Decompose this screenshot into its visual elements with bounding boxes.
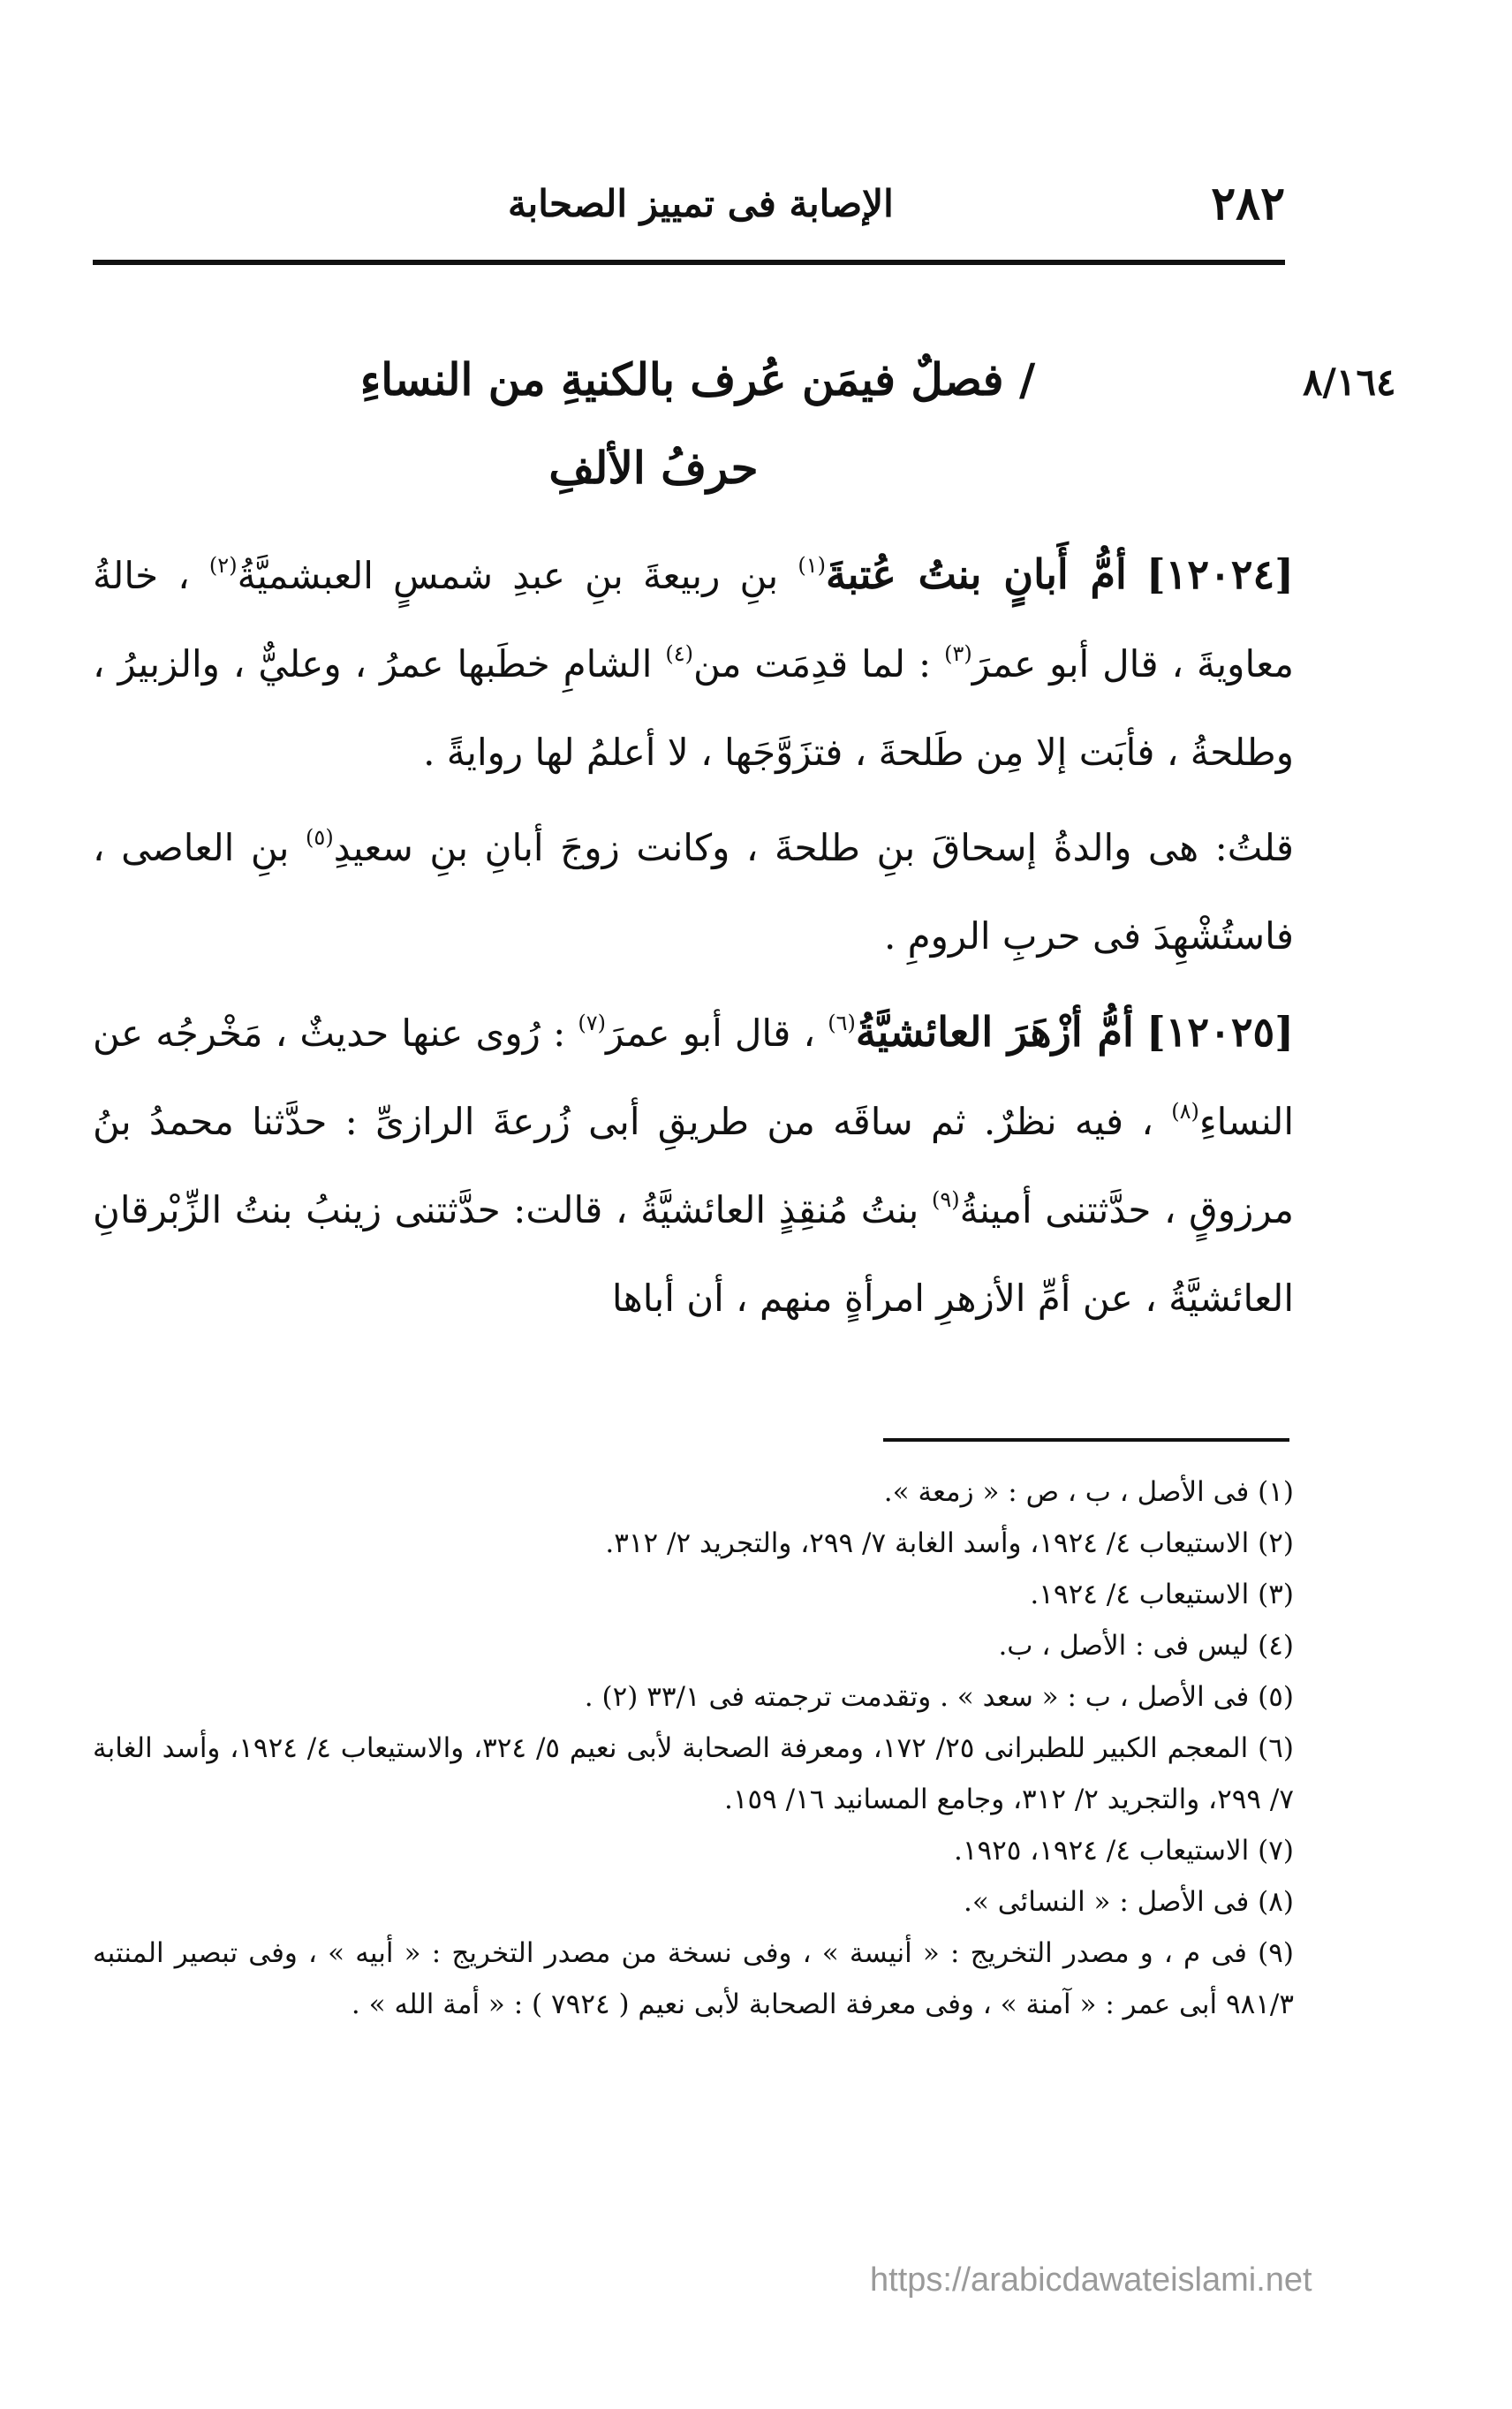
- footnote-3: (٣) الاستيعاب ٤/ ١٩٢٤.: [1030, 1579, 1294, 1610]
- footnote-7: (٧) الاستيعاب ٤/ ١٩٢٤، ١٩٢٥.: [953, 1835, 1294, 1867]
- entry-name: أمُّ أزْهَرَ العائشيَّةُ: [855, 1008, 1134, 1056]
- page-number: ٢٨٢: [1211, 177, 1285, 231]
- footnote-4: (٤) ليس فى : الأصل ، ب.: [998, 1630, 1294, 1662]
- footnote-marker: (٨): [1171, 1099, 1199, 1124]
- footnote-marker: (٢): [208, 553, 238, 578]
- footnote-2: (٢) الاستيعاب ٤/ ١٩٢٤، وأسد الغابة ٧/ ٢٩٩، والتجريد ٢/ ٣١٢.: [605, 1527, 1294, 1559]
- footnote-marker: (٣): [944, 641, 972, 666]
- footnote-9: (٩) فى م ، و مصدر التخريج : « أنيسة » ، وفى نسخة من مصدر التخريج : « أبيه » ، وفى تبصير المنتبه ٩٨١/٣ أبى عمر : « آمنة » ، وفى معرفة الصحابة لأبى نعيم ( ٧٩٢٤ ) : « أمة الله » .: [93, 1937, 1294, 2020]
- footnote-marker: (٥): [306, 825, 334, 850]
- entry-12025: [93, 988, 1294, 1343]
- footnote-5: (٥) فى الأصل ، ب : « سعد » . وتقدمت ترجمته فى ٣٣/١ (٢) .: [584, 1681, 1294, 1713]
- entry-text: بنتُ مُنقِذٍ العائشيَّةُ ، قالت: حدَّثتنى زينبُ بنتُ الزِّبْرقانِ العائشيَّةُ ، عن أمِّ الأزهرِ امرأةٍ منهم ، أن أباها: [93, 1188, 1294, 1320]
- entry-text: : لما قدِمَت من: [692, 642, 945, 686]
- watermark-url: https://arabicdawateislami.net: [870, 2261, 1312, 2299]
- footnote-rule: [883, 1438, 1289, 1442]
- entry-text: الشامِ خطَبها عمرُ ، وعليٌّ ، والزبيرُ ، وطلحةُ ، فأبَت إلا مِن طَلحةَ ، فتزَوَّجَها ، لا أعلمُ لها روايةً .: [93, 642, 1294, 774]
- body-text: [93, 530, 1294, 1343]
- entry-text: بنِ ربيعةَ بنِ عبدِ شمسٍ العبشميَّةُ: [237, 554, 798, 597]
- side-reference: ٨/١٦٤: [1303, 360, 1396, 404]
- entry-text: بنِ العاصى ، فاستُشْهِدَ فى حربِ الرومِ .: [93, 826, 1294, 958]
- header-rule: [93, 260, 1285, 265]
- entry-number: [١٢٠٢٥]: [1145, 1008, 1295, 1056]
- footnote-marker: (٤): [665, 641, 693, 666]
- section-heading: / فصلٌ فيمَن عُرف بالكنيةِ من النساءِ: [359, 353, 1036, 405]
- commentary-paragraph: [93, 804, 1294, 981]
- footnote-marker: (٩): [932, 1187, 960, 1212]
- entry-text: ، فيه نظرٌ. ثم ساقَه من طريقِ أبى زُرعةَ الرازىِّ : حدَّثنا محمدُ بنُ مرزوقٍ ، حدَّثتنى أمينةُ: [93, 1100, 1294, 1231]
- entry-text: قلتُ: هى والدةُ إسحاقَ بنِ طلحةَ ، وكانت زوجَ أبانِ بنِ سعيدِ: [333, 826, 1295, 869]
- page-header: [93, 168, 1285, 265]
- footnote-6: (٦) المعجم الكبير للطبرانى ٢٥/ ١٧٢، ومعرفة الصحابة لأبى نعيم ٥/ ٣٢٤، والاستيعاب ٤/ ١٩٢٤، وأسد الغابة ٧/ ٢٩٩، والتجريد ٢/ ٣١٢، وجامع المسانيد ١٦/ ١٥٩.: [93, 1732, 1294, 1815]
- footnotes: [93, 1466, 1294, 2030]
- entry-number: [١٢٠٢٤]: [1145, 550, 1294, 598]
- footnote-marker: (١): [798, 553, 826, 578]
- sub-heading: حرفُ الألفِ: [548, 442, 759, 494]
- running-title: الإصابة فى تمييز الصحابة: [508, 182, 894, 225]
- footnote-marker: (٧): [578, 1011, 607, 1035]
- entry-name: أمُّ أَبانٍ بنتُ عُتبةَ: [825, 550, 1127, 598]
- entry-text: : رُوى عنها حديثٌ ، مَخْرجُه عن النساءِ: [93, 1011, 1294, 1143]
- entry-12024: [93, 530, 1294, 797]
- footnote-marker: (٦): [828, 1011, 856, 1035]
- entry-text: ، خالةُ معاويةَ ، قال أبو عمرَ: [93, 554, 1295, 686]
- footnote-1: (١) فى الأصل ، ب ، ص : « زمعة ».: [883, 1476, 1294, 1508]
- footnote-8: (٨) فى الأصل : « النسائى ».: [964, 1886, 1294, 1918]
- entry-text: ، قال أبو عمرَ: [606, 1011, 828, 1055]
